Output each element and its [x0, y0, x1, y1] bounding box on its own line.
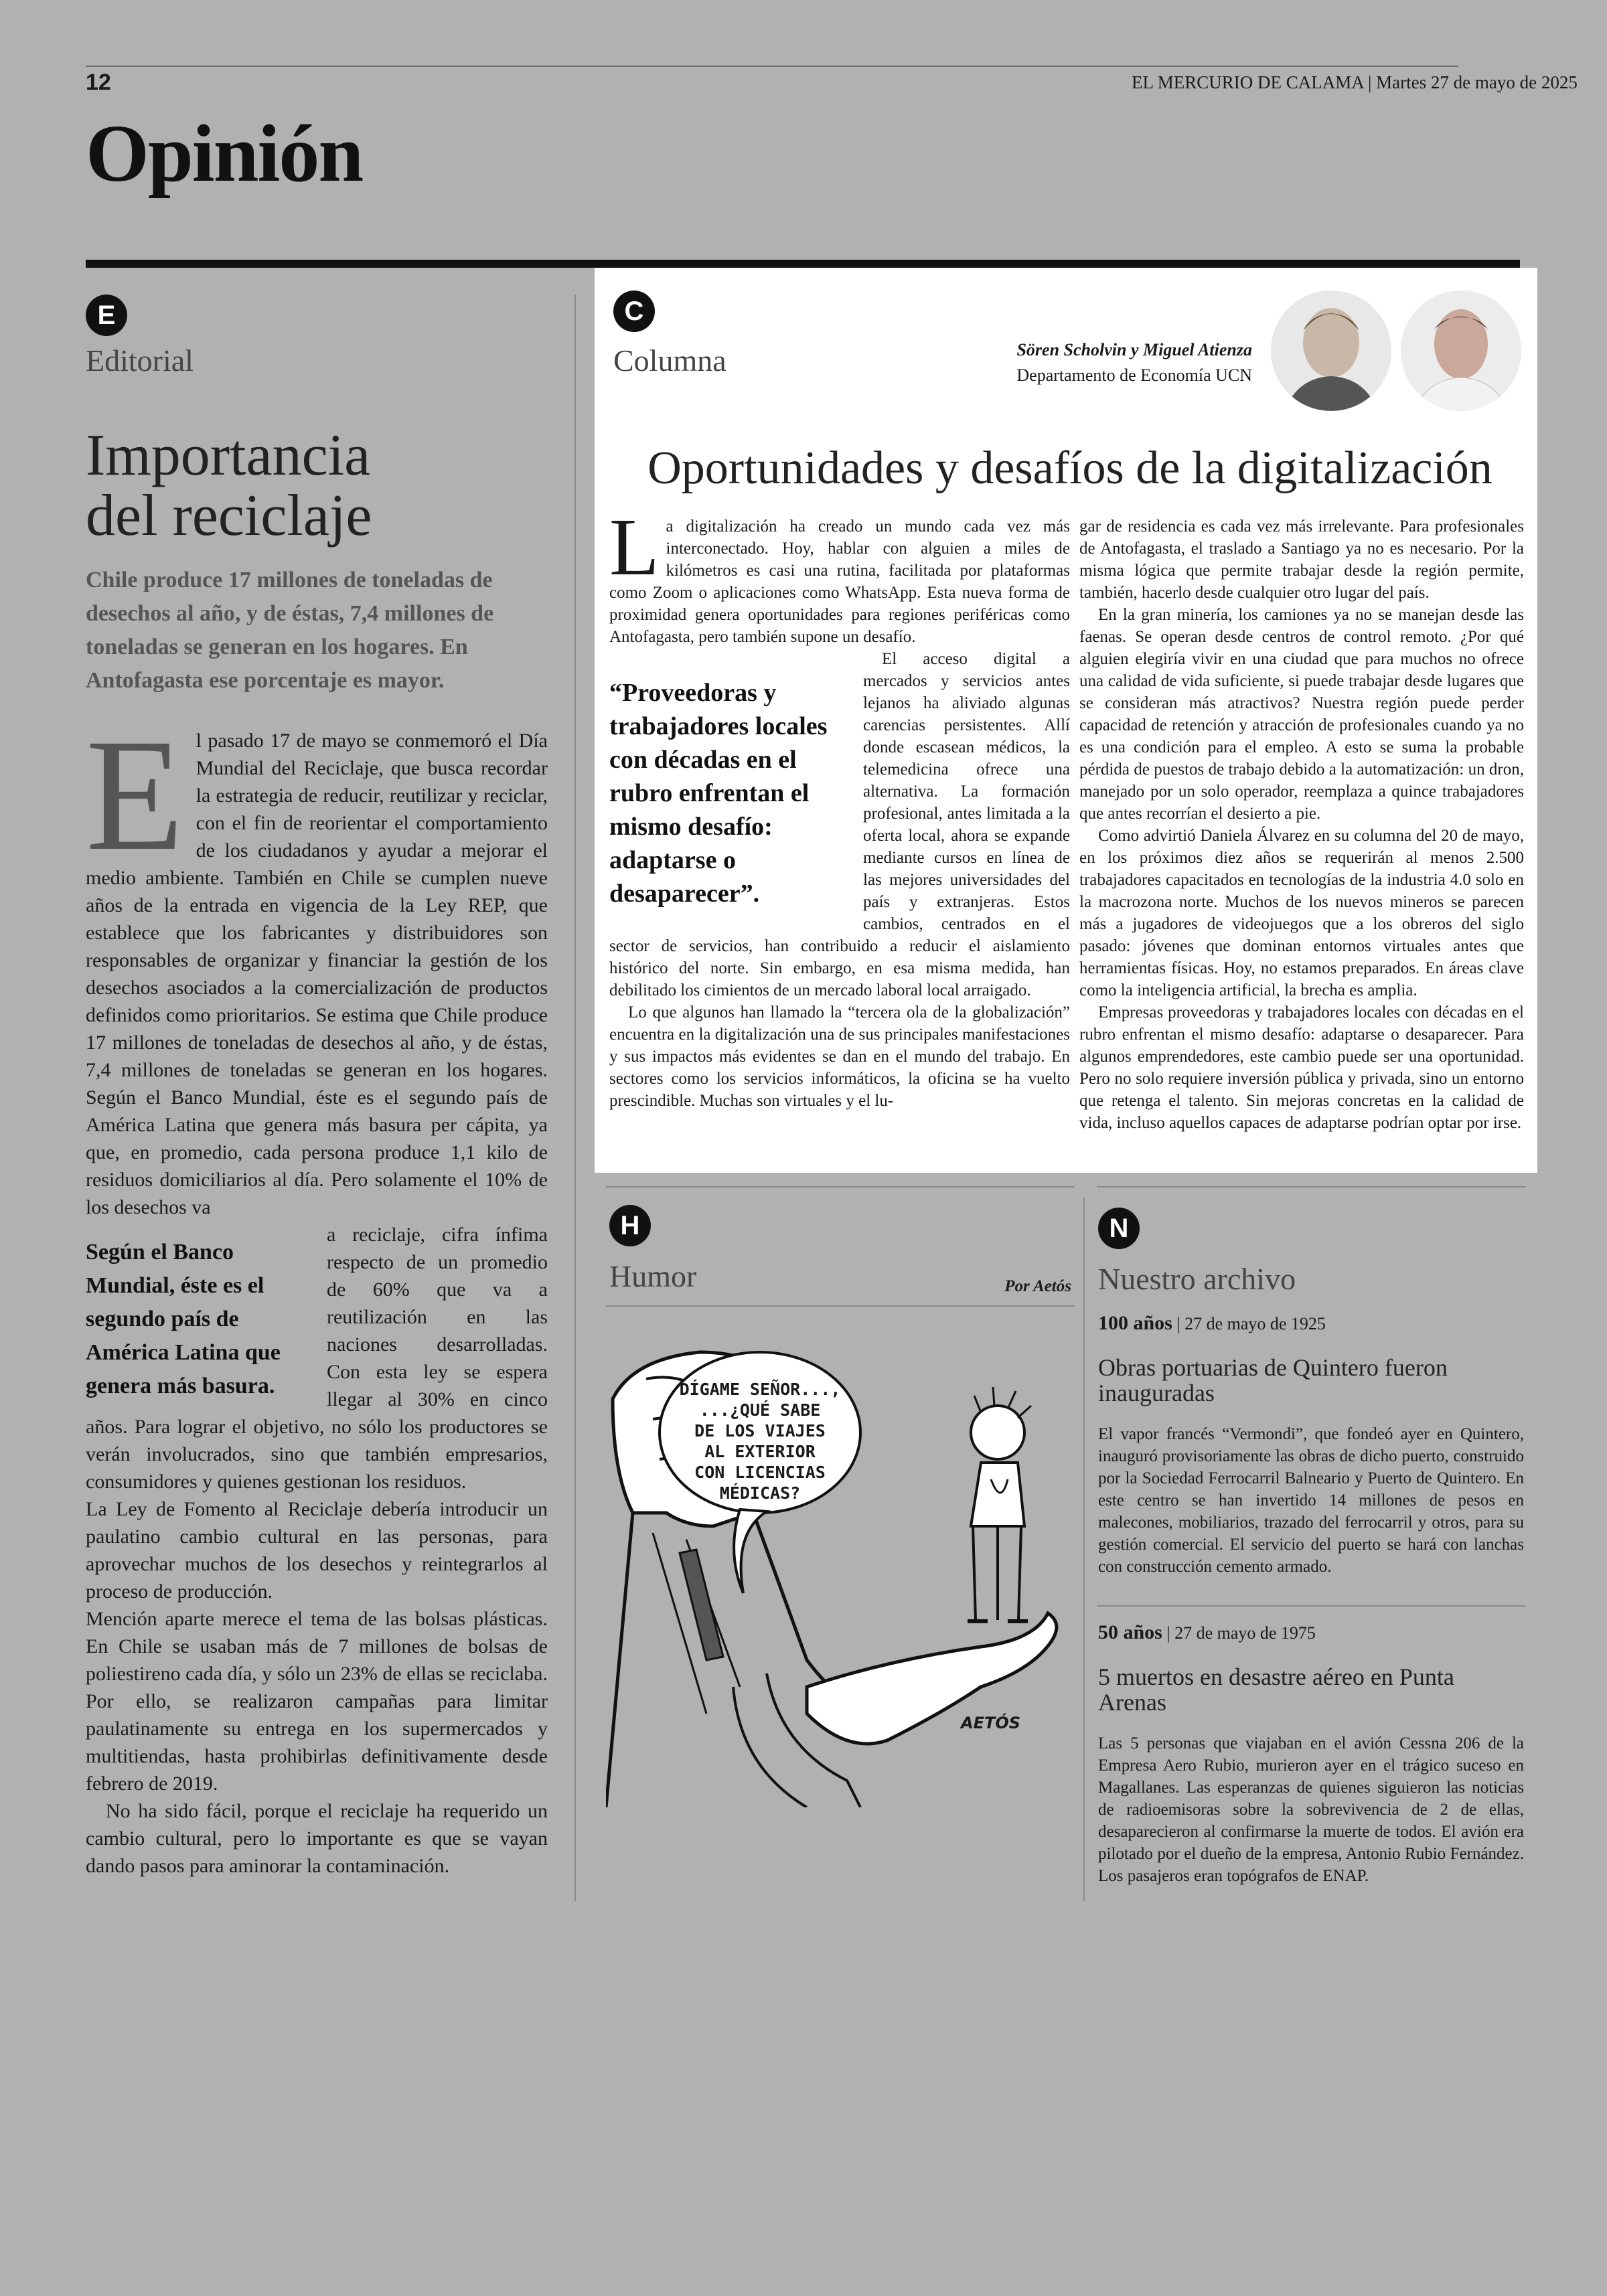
humor-top-rule: [606, 1186, 1075, 1187]
archive-badge: N: [1098, 1208, 1140, 1249]
column-paragraph: Como advirtió Daniela Álvarez en su columna del 20 de mayo, en los próximos diez años se requerirán al menos 2.500 trabajadores capacitados en tecnologías de la industria 4.0 solo en la macrozona norte. Muchos de los nuevos mineros se parecen más a jugadores de videojuegos que a los obreros del siglo pasado: jóvenes que dominan entornos virtuales antes que herramientas físicas. Hoy, no estamos preparados. En áreas clave como la inteligencia artificial, la brecha es amplia.: [1079, 827, 1524, 999]
column-headline: Oportunidades y desafíos de la digitalización: [647, 442, 1493, 494]
editorial-dropcap: E: [86, 706, 184, 884]
archive-body: El vapor francés “Vermondi”, que fondeó ayer en Quintero, inauguró provisoriamente las obras de dicho puerto, construido por la Sociedad Ferrocarril Balneario y Puerto de Quintero. En este centro se han invertido 14 millones de pesos en malecones, mobiliarios, trazado del ferrocarril y otros, para su gestión comercial. El servicio del puerto se hará con lanchas con construcción cemento armado.: [1098, 1425, 1524, 1576]
section-rule: [86, 260, 1520, 268]
editorial-headline-line-2: del reciclaje: [86, 483, 372, 548]
page-number: 12: [86, 70, 111, 95]
archive-date: 100 años | 27 de mayo de 1925: [1098, 1312, 1326, 1334]
archive-item: [1098, 1312, 1524, 1578]
editorial-pull-quote: Según el Banco Mundial, éste es el segundo país de América Latina que genera más basura.: [86, 1240, 281, 1398]
editorial-paragraph: a reciclaje, cifra ínfima respecto de un promedio de 60% que va a reutilización en las naciones desarrolladas. Con esta ley se espera llegar al 30% en cinco años. Para lograr el objetivo, no sólo los productores se verán involucrados, sino que también empresarios, consumidores y quienes gestionan los residuos.: [86, 1224, 548, 1493]
humor-separator: [1083, 1198, 1085, 1901]
humor-badge: H: [609, 1205, 651, 1246]
section-title: Opinión: [86, 108, 363, 199]
editorial-paragraph: La Ley de Fomento al Reciclaje debería introducir un paulatino cambio cultural en las personas, para aprovechar muchos de los desechos y reintegrarlos al proceso de producción.: [86, 1498, 548, 1603]
column-paragraph: En la gran minería, los camiones ya no se manejan desde las faenas. Se operan desde centros de control remoto. ¿Por qué alguien elegiría vivir en una ciudad que para muchos no ofrece una calidad de vida suficiente, si puede trabajar desde lugares que se consideran más atractivos? Nuestra región puede perder capacidad de retención y atracción de profesionales cuando ya no es una condición para el empleo. A esto se suma la probable pérdida de puestos de trabajo debido a la automatización: un dron, manejado por un solo operador, reemplaza a quince trabajadores que antes recorrían el desierto a pie.: [1079, 606, 1524, 823]
archive-divider: [1097, 1605, 1525, 1607]
archive-item: [1098, 1621, 1524, 1887]
column-paragraph: gar de residencia es cada vez más irrelevante. Para profesionales de Antofagasta, el traslado a Santiago ya no es necesario. Por la misma lógica que permite trabajar desde la región permite, también, hacerlo desde cualquier otro lugar del país.: [1079, 517, 1524, 602]
column-department: Departamento de Economía UCN: [1016, 365, 1252, 385]
editorial-paragraph: Mención aparte merece el tema de las bolsas plásticas. En Chile se usaban más de 7 millones de bolsas de poliestireno cada día, y sólo un 23% de ellas se reciclaba. Por ello, se realizaron campañas para limitar paulatinamente su entrega en los supermercados y multitiendas, hasta prohibirlas definitivamente desde febrero de 2019.: [86, 1608, 548, 1795]
editorial-badge: E: [86, 295, 127, 336]
archive-kicker: Nuestro archivo: [1098, 1262, 1296, 1296]
author-photo-2: [1401, 291, 1521, 411]
column-paragraph: El acceso digital a mercados y servicios antes lejanos ha aliviado algunas carencias persistentes. Allí donde escasean médicos, la telemedicina ofrece una alternativa. La formación profesional, antes limitada a la oferta local, ahora se expande mediante cursos en línea de las mejores universidades del país y extranjeras. Estos cambios, centrados en el sector de servicios, han contribuido a reducir el aislamiento histórico del norte. Sin embargo, en esa misma medida, han debilitado los cimientos de un mercado laboral local arraigado.: [609, 650, 1070, 999]
editorial-paragraph: No ha sido fácil, porque el reciclaje ha requerido un cambio cultural, pero lo importante es que se vayan dando pasos para aminorar la contaminación.: [86, 1800, 548, 1877]
masthead: EL MERCURIO DE CALAMA | Martes 27 de mayo de 2025: [1132, 72, 1578, 92]
humor-kicker: Humor: [609, 1259, 697, 1293]
editorial-headline-line-1: Importancia: [86, 423, 371, 488]
editorial-paragraph: El pasado 17 de mayo se conmemoró el Día Mundial del Reciclaje, que busca recordar la estrategia de reducir, reutilizar y reciclar, con el fin de reorientar el comportamiento de los ciudadanos y ayudar a mejorar el medio ambiente. También en Chile se cumplen nueve años de la entrada en vigencia de la Ley REP, que establece que los fabricantes y distribuidores son responsables de organizar y financiar la gestión de los desechos asociados a la comercialización de productos definidos como prioritarios. Se estima que Chile produce 17 millones de toneladas de desechos al año, y de éstas, 7,4 millones de toneladas se generan en los hogares. Según el Banco Mundial, éste es el segundo país de América Latina que genera más basura per cápita, ya que, en promedio, cada persona produce 1,1 kilo de residuos domiciliarios al día. Pero solamente el 10% de los desechos va: [86, 706, 548, 1218]
editorial-lead: Chile produce 17 millones de toneladas de desechos al año, y de éstas, 7,4 millones de toneladas se generan en los hogares. En Antofagasta ese porcentaje es mayor.: [86, 568, 494, 693]
column-body-right: [1079, 515, 1524, 1134]
column-body-left: [609, 502, 1070, 1112]
humor-byline: Por Aetós: [1004, 1277, 1071, 1295]
editorial-kicker: Editorial: [86, 343, 194, 378]
humor-rule: [606, 1305, 1075, 1307]
column-kicker: Columna: [613, 343, 726, 378]
archive-top-rule: [1097, 1186, 1525, 1187]
column-author: Sören Scholvin y Miguel Atienza: [1016, 340, 1252, 359]
archive-title: 5 muertos en desastre aéreo en Punta Arenas: [1098, 1663, 1454, 1716]
column-pull-quote: “Proveedoras y trabajadores locales con décadas en el rubro enfrentan el mismo desafío: adaptarse o desaparecer”.: [609, 679, 828, 908]
archive-body: Las 5 personas que viajaban en el avión Cessna 206 de la Empresa Aero Rubio, murieron ayer en el trágico suceso en Magallanes. Las esperanzas de quienes siguieron las noticias de radioemisoras sobre la sobrevivencia de 2 de ellas, desaparecieron al confirmarse la muerte de todos. El avión era pilotado por el dueño de la empresa, Antonio Rubio Fernández. Los pasajeros eran topógrafos de ENAP.: [1098, 1734, 1524, 1885]
column-paragraph: Lo que algunos han llamado la “tercera ola de la globalización” encuentra en la digitalización una de sus principales manifestaciones y sus impactos más evidentes se dan en el mundo del trabajo. En sectores como los servicios informáticos, la oficina se ha vuelto prescindible. Muchas son virtuales y el lu-: [609, 1003, 1070, 1110]
column-paragraph: La digitalización ha creado un mundo cada vez más interconectado. Hoy, hablar con alguien a miles de kilómetros es casi una rutina, facilitada por plataformas como Zoom o aplicaciones como WhatsApp. Esta nueva forma de proximidad genera oportunidades para regiones periféricas como Antofagasta, pero también supone un desafío.: [609, 502, 1070, 646]
archive-date: 50 años | 27 de mayo de 1975: [1098, 1621, 1316, 1643]
cartoon-signature: AETÓS: [961, 1714, 1021, 1732]
speech-bubble-text: DÍGAME SEÑOR..., ...¿QUÉ SABE DE LOS VIAJES AL EXTERIOR CON LICENCIAS MÉDICAS?: [679, 1380, 841, 1503]
editorial-headline: [86, 423, 568, 548]
humor-cartoon: [606, 1312, 1075, 1807]
column-badge: C: [613, 291, 655, 332]
column-dropcap: L: [609, 502, 660, 592]
author-photo-1: [1271, 291, 1391, 411]
column-separator: [575, 295, 576, 1901]
archive-title: Obras portuarias de Quintero fueron inauguradas: [1098, 1354, 1448, 1406]
column-paragraph: Empresas proveedoras y trabajadores locales con décadas en el rubro enfrentan el mismo desafío: adaptarse o desaparecer. Para algunos emprendedores, este cambio puede ser una oportunidad. Pero no solo requiere inversión pública y privada, sino un entorno que retenga el talento. Sin mejoras concretas en la calidad de vida, incluso aquellos capaces de adaptarse podrían optar por irse.: [1079, 1003, 1524, 1132]
editorial-body: [86, 706, 548, 1880]
top-rule: [86, 66, 1458, 67]
